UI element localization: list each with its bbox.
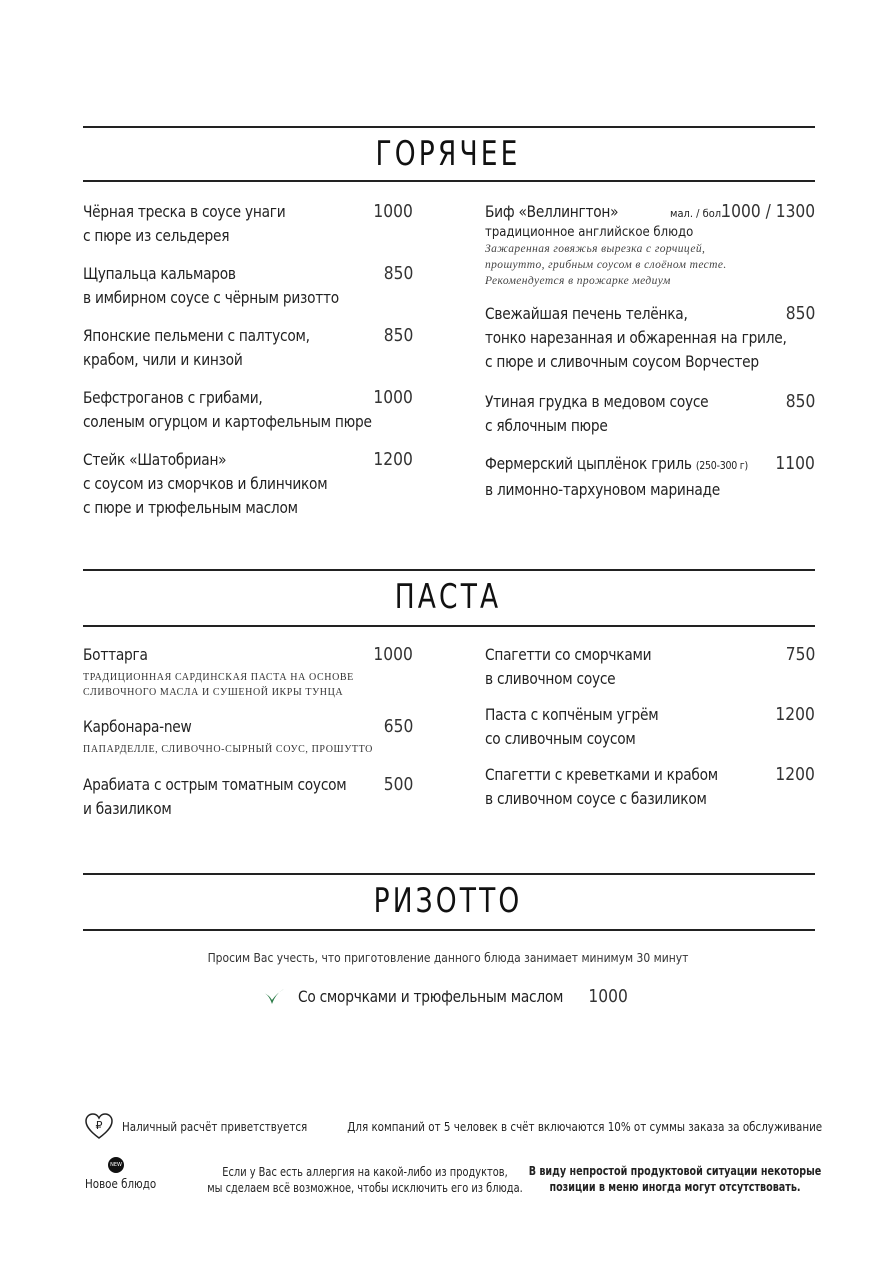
item-price: 1000 / 1300: [721, 201, 815, 222]
item-desc: с пюре и трюфельным маслом: [83, 498, 298, 517]
supply-note-1: В виду непростой продуктовой ситуации некоторые: [528, 1164, 822, 1178]
menu-item: [485, 302, 815, 390]
ruble-heart-icon: [84, 1112, 114, 1140]
item-price: 750: [785, 644, 815, 665]
item-name: Спагетти с креветками и крабом: [485, 765, 718, 784]
menu-item-chicken: [485, 452, 815, 502]
item-name: Карбонара-new: [83, 717, 192, 736]
new-dish-label: Новое блюдо: [85, 1177, 157, 1191]
new-badge-icon: NEW: [108, 1157, 124, 1173]
item-price: 850: [383, 263, 413, 284]
item-desc: ТРАДИЦИОННАЯ САРДИНСКАЯ ПАСТА НА ОСНОВЕ: [83, 672, 354, 683]
item-subtitle: традиционное английское блюдо: [485, 225, 694, 240]
item-name: Щупальца кальмаров: [83, 264, 236, 283]
item-name: Со сморчками и трюфельным маслом: [298, 987, 564, 1006]
item-name: Бефстроганов с грибами,: [83, 388, 263, 407]
item-desc: ПАПАРДЕЛЛЕ, СЛИВОЧНО-СЫРНЫЙ СОУС, ПРОШУТТО: [83, 744, 374, 755]
hot-rule-top: [83, 126, 815, 128]
section-title-hot: ГОРЯЧЕЕ: [375, 134, 521, 174]
item-desc: прошутто, грибным соусом в слоёном тесте.: [485, 259, 727, 271]
risotto-note: Просим Вас учесть, что приготовление данного блюда занимает минимум 30 минут: [207, 950, 689, 965]
pasta-rule-bottom: [83, 625, 815, 627]
item-desc: с яблочным пюре: [485, 416, 608, 435]
item-desc: в лимонно-тархуновом маринаде: [485, 480, 720, 499]
chicken-name: Фермерский цыплёнок гриль: [485, 454, 692, 473]
hot-left-column: [83, 200, 413, 520]
item-name: Японские пельмени с палтусом,: [83, 326, 310, 345]
item-price: 1000: [373, 387, 413, 408]
item-price: 1200: [373, 449, 413, 470]
size-label: мал. / бол.: [670, 207, 725, 220]
menu-item: [83, 773, 413, 821]
menu-item-wellington: [485, 200, 815, 302]
item-desc: в имбирном соусе с чёрным ризотто: [83, 288, 339, 307]
menu-item: [83, 448, 413, 520]
item-desc: и базиликом: [83, 799, 172, 818]
section-title-risotto: РИЗОТТО: [373, 881, 523, 921]
item-price: 850: [785, 303, 815, 324]
item-desc: в сливочном соусе с базиликом: [485, 789, 707, 808]
item-price: 500: [383, 774, 413, 795]
menu-item: [83, 643, 413, 715]
item-name: Спагетти со сморчками: [485, 645, 652, 664]
item-desc: с пюре из сельдерея: [83, 226, 230, 245]
item-name: Паста с копчёным угрём: [485, 705, 659, 724]
risotto-rule-bottom: [83, 929, 815, 931]
item-name: Стейк «Шатобриан»: [83, 450, 227, 469]
item-name: Боттарга: [83, 645, 148, 664]
pasta-left-column: [83, 643, 413, 821]
item-desc: СЛИВОЧНОГО МАСЛА И СУШЕНОЙ ИКРЫ ТУНЦА: [83, 687, 344, 698]
item-desc: со сливочным соусом: [485, 729, 636, 748]
menu-item: [485, 703, 815, 763]
section-title-pasta: ПАСТА: [394, 577, 502, 617]
allergy-note-2: мы сделаем всё возможное, чтобы исключить его из блюда.: [207, 1181, 523, 1195]
item-desc: крабом, чили и кинзой: [83, 350, 243, 369]
item-name: Биф «Веллингтон»: [485, 202, 619, 221]
item-price: 1000: [588, 986, 628, 1007]
item-price: 850: [785, 391, 815, 412]
item-desc: тонко нарезанная и обжаренная на гриле,: [485, 328, 787, 347]
item-desc: в сливочном соусе: [485, 669, 616, 688]
item-name: Утиная грудка в медовом соусе: [485, 392, 709, 411]
hot-right-column: [485, 200, 815, 502]
allergy-note-1: Если у Вас есть аллергия на какой-либо из продуктов,: [222, 1165, 508, 1179]
item-name: Чёрная треска в соусе унаги: [83, 202, 286, 221]
svg-text:₽: ₽: [95, 1119, 103, 1132]
item-price: 650: [383, 716, 413, 737]
menu-item: [83, 262, 413, 324]
item-desc: Рекомендуется в прожарке медиум: [485, 275, 671, 287]
service-note: Для компаний от 5 человек в счёт включаются 10% от суммы заказа за обслуживание: [347, 1120, 822, 1134]
risotto-item: [262, 985, 642, 1013]
item-price: 1000: [373, 201, 413, 222]
chicken-weight: (250-300 г): [695, 459, 748, 472]
menu-item: [83, 386, 413, 448]
item-desc: с соусом из сморчков и блинчиком: [83, 474, 328, 493]
item-price: 850: [383, 325, 413, 346]
menu-item: [485, 763, 815, 811]
menu-item: [83, 200, 413, 262]
pasta-right-column: [485, 643, 815, 811]
pasta-rule-top: [83, 569, 815, 571]
hot-rule-bottom: [83, 180, 815, 182]
item-desc: с пюре и сливочным соусом Ворчестер: [485, 352, 759, 371]
item-name: Арабиата с острым томатным соусом: [83, 775, 347, 794]
item-price: 1200: [775, 764, 815, 785]
item-desc: Зажаренная говяжья вырезка с горчицей,: [485, 243, 706, 255]
menu-item: [83, 715, 413, 773]
cash-note: Наличный расчёт приветствуется: [122, 1120, 308, 1134]
item-price: 1100: [775, 453, 815, 474]
risotto-rule-top: [83, 873, 815, 875]
item-name: Свежайшая печень телёнка,: [485, 304, 688, 323]
menu-item: [83, 324, 413, 386]
menu-item: [485, 643, 815, 703]
item-desc: соленым огурцом и картофельным пюре: [83, 412, 372, 431]
item-price: 1200: [775, 704, 815, 725]
supply-note-2: позиции в меню иногда могут отсутствовать.: [549, 1180, 801, 1194]
leaf-check-icon: [262, 987, 286, 1007]
item-name: [485, 452, 769, 478]
item-price: 1000: [373, 644, 413, 665]
menu-item: [485, 390, 815, 452]
